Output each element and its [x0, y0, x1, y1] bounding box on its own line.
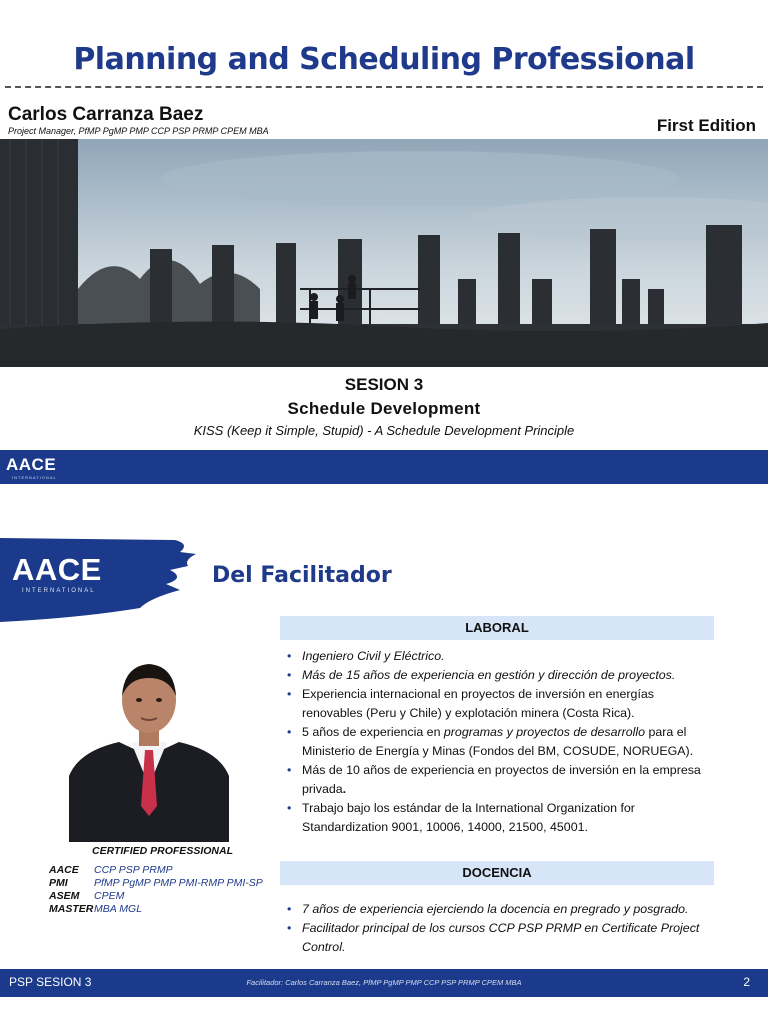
- footer-bar: [0, 969, 768, 997]
- certification-row: [49, 864, 263, 877]
- certification-org: ASEM: [49, 890, 80, 902]
- certifications-list: [49, 864, 263, 916]
- certification-value: CPEM: [94, 890, 125, 902]
- docencia-header: DOCENCIA: [280, 861, 714, 885]
- session-title: Schedule Development: [287, 399, 481, 418]
- session-tagline: KISS (Keep it Simple, Stupid) - A Schedule Development Principle: [193, 423, 575, 438]
- list-item-text: Experiencia internacional en proyectos de inversión en energías renovables (Peru y Chile) y explotación minera (Costa Rica).: [302, 687, 654, 720]
- certification-row: [49, 903, 263, 916]
- list-item: [287, 799, 717, 837]
- list-item-text: Ingeniero Civil y Eléctrico.: [302, 649, 445, 663]
- certification-org: AACE: [49, 864, 79, 876]
- blue-band: [0, 450, 768, 484]
- aace-logo-large-subtext: INTERNATIONAL: [22, 588, 96, 594]
- dashed-divider: [5, 86, 763, 88]
- aace-logo-small-subtext: INTERNATIONAL: [12, 475, 57, 480]
- certification-row: [49, 877, 263, 890]
- author-name: Carlos Carranza Baez: [8, 104, 204, 125]
- certification-value: MBA MGL: [94, 903, 143, 915]
- facilitator-heading: Del Facilitador: [212, 563, 392, 588]
- list-item-text: 5 años de experiencia en: [302, 725, 444, 739]
- list-item-text: 7 años de experiencia ejerciendo la docencia en pregrado y posgrado.: [302, 902, 689, 916]
- list-item: [287, 685, 717, 723]
- author-credentials: Project Manager, PfMP PgMP PMP CCP PSP PRMP CPEM MBA: [8, 126, 269, 136]
- list-item: [287, 647, 717, 666]
- list-item-text: Más de 15 años de experiencia en gestión y dirección de proyectos.: [302, 668, 676, 682]
- list-item: [287, 723, 717, 761]
- list-item: [287, 919, 717, 957]
- construction-site-photo: [0, 139, 768, 367]
- certification-row: [49, 890, 263, 903]
- aace-logo-large: AACE: [12, 552, 102, 587]
- list-item: [287, 761, 717, 799]
- certification-value: CCP PSP PRMP: [94, 864, 173, 876]
- list-item-text: .: [342, 782, 347, 796]
- page-number: 2: [743, 975, 750, 989]
- certification-org: PMI: [49, 877, 68, 889]
- list-item-text: Facilitador principal de los cursos CCP PSP PRMP en Certificate Project Control.: [302, 921, 700, 954]
- certified-title: CERTIFIED PROFESSIONAL: [92, 845, 233, 857]
- facilitator-portrait: [69, 656, 229, 842]
- list-item-text: programas y proyectos de desarrollo: [443, 725, 646, 739]
- list-item: [287, 900, 717, 919]
- list-item-text: para el Ministerio de Energía y Minas (Fondos del BM, COSUDE, NORUEGA).: [302, 725, 694, 758]
- footer-facilitator-credit: Facilitador: Carlos Carranza Baez, PfMP PgMP PMP CCP PSP PRMP CPEM MBA: [246, 978, 522, 987]
- laboral-header: LABORAL: [280, 616, 714, 640]
- session-number: SESION 3: [344, 375, 424, 394]
- list-item-text: Trabajo bajo los estándar de la International Organization for Standardization 9001, 10006, 14000, 21500, 45001.: [302, 801, 635, 834]
- list-item: [287, 666, 717, 685]
- page-title: Planning and Scheduling Professional: [73, 42, 695, 77]
- aace-logo-small: AACE: [6, 455, 57, 474]
- footer-session-label: PSP SESION 3: [9, 975, 92, 989]
- laboral-list: [287, 647, 717, 837]
- list-item-text: Más de 10 años de experiencia en proyectos de inversión en la empresa privada: [302, 763, 701, 796]
- docencia-list: [287, 900, 717, 957]
- certification-org: MASTER: [49, 903, 94, 915]
- certification-value: PfMP PgMP PMP PMI-RMP PMI-SP: [94, 877, 263, 889]
- edition-label: First Edition: [656, 116, 756, 135]
